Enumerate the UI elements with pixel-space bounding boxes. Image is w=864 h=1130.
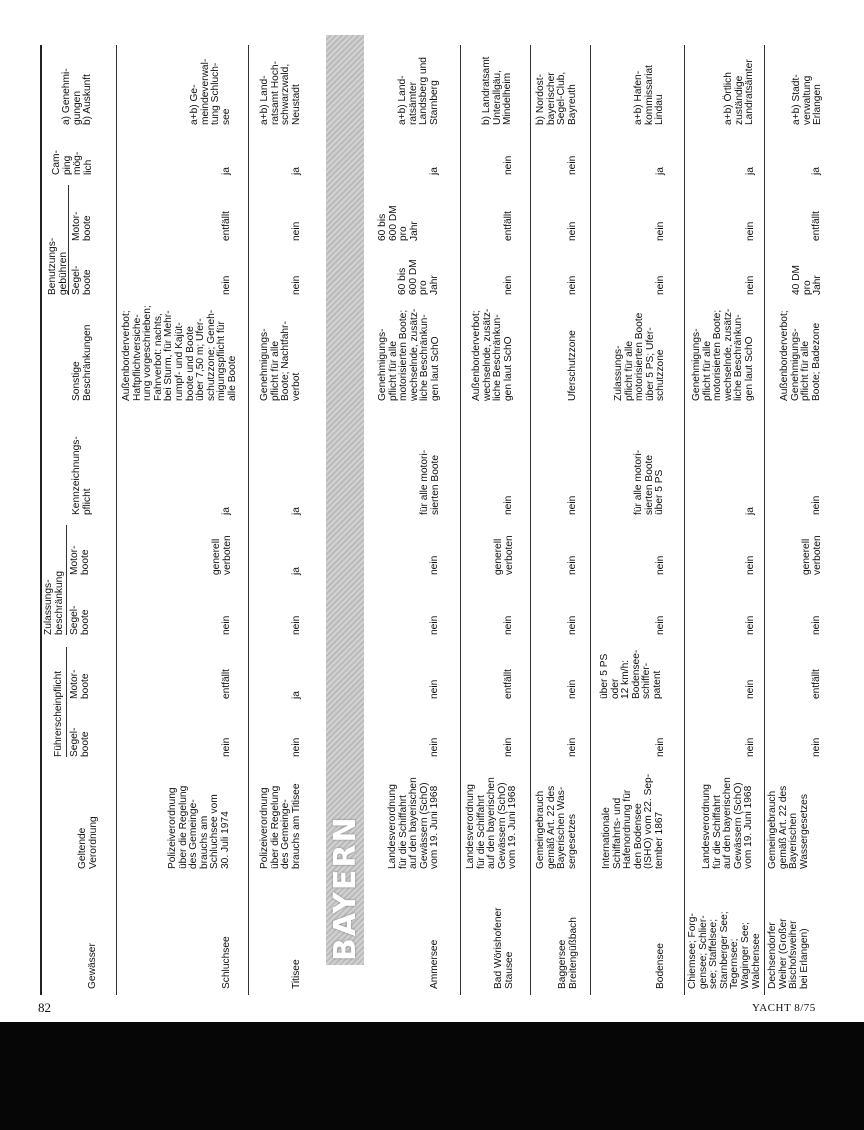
- cell-zb-segel: nein: [503, 615, 514, 635]
- table-row: [534, 35, 582, 995]
- cell-gewaesser: Bad Wörishofener Stausee: [493, 907, 515, 989]
- table-header: [32, 35, 112, 995]
- cell-verordnung: Landesverordnung für die Schiffahrt auf den bayerischen Gewässern (SchO) vom 19. Juni 1968: [465, 777, 519, 869]
- page-number: 82: [38, 1000, 51, 1015]
- cell-fs-motor: ja: [291, 691, 302, 699]
- rotated-table: [32, 35, 832, 995]
- cell-gb-motor: nein: [745, 221, 756, 241]
- table-row: [688, 35, 762, 995]
- cell-fs-segel: nein: [503, 737, 514, 757]
- cell-gb-segel: nein: [655, 275, 666, 295]
- cell-gb-motor: entfällt: [811, 210, 822, 241]
- table-row: [122, 35, 240, 995]
- cell-sonstige: Genehmigungs- pflicht für alle motorisierten Boote; wechselnde, zusätz- liche Beschränkun- gen laut SchO: [691, 308, 755, 401]
- header-zb-segelboote: Segel- boote: [69, 605, 91, 635]
- cell-fs-motor: entfällt: [503, 668, 514, 699]
- cell-zb-motor: generell verboten: [493, 535, 515, 575]
- cell-camping: nein: [567, 155, 578, 175]
- cell-sonstige: Uferschutzzone: [567, 330, 578, 401]
- cell-zb-segel: nein: [655, 615, 666, 635]
- cell-gb-segel: nein: [567, 275, 578, 295]
- cell-kennzeichnung: nein: [567, 495, 578, 515]
- cell-gewaesser: Baggersee Breitengüßbach: [557, 917, 579, 989]
- cell-kennzeichnung: ja: [291, 507, 302, 515]
- header-kennzeichnung: Kennzeichnungs- pflicht: [71, 436, 93, 515]
- cell-verordnung: Gemeingebrauch gemäß Art. 22 des Bayerischen Wassergesetzes: [767, 785, 810, 869]
- cell-gb-segel: nein: [745, 275, 756, 295]
- cell-gb-motor: entfällt: [221, 210, 232, 241]
- cell-fs-segel: nein: [221, 737, 232, 757]
- cell-sonstige: Außenborderverbot; Haftpflichtversiche- rung vorgeschrieben; Fahrverbot: nachts, bei Sturm, für Mehr- rumpf- und Kajüt- boote und Boote über 7,50 m; Ufer- schutzzone; Geneh- migungspflicht für alle Boote: [121, 305, 238, 401]
- cell-fs-segel: nein: [291, 737, 302, 757]
- cell-verordnung: Gemeingebrauch gemäß Art. 22 des Bayerischen Was- sergesetzes: [535, 785, 578, 869]
- header-zulassung: Zulassungs- beschränkung: [43, 570, 65, 635]
- cell-genehmigung: b) Landratsamt Unterallgäu, Mindelheim: [481, 56, 514, 125]
- cell-camping: ja: [811, 167, 822, 175]
- cell-camping: ja: [745, 167, 756, 175]
- cell-camping: nein: [503, 155, 514, 175]
- cell-gewaesser: Titisee: [291, 959, 302, 989]
- cell-fs-segel: nein: [655, 737, 666, 757]
- cell-gewaesser: Chiemsee; Forg- gensee; Schlier- see; Staffelsee; Starnberger See; Tegernsee; Waginger See; Walchensee: [687, 911, 762, 989]
- cell-fs-motor: entfällt: [221, 668, 232, 699]
- cell-camping: ja: [221, 167, 232, 175]
- cell-genehmigung: a+b) Land- ratsamt Hoch- schwarzwald, Neustadt: [259, 61, 302, 125]
- cell-gb-segel: nein: [291, 275, 302, 295]
- cell-fs-motor: entfällt: [811, 668, 822, 699]
- cell-zb-motor: nein: [745, 555, 756, 575]
- header-camping: Cam- ping mög- lich: [51, 150, 94, 175]
- cell-zb-segel: nein: [567, 615, 578, 635]
- section-banner-bayern: [326, 35, 364, 965]
- cell-gb-segel: 60 bis 600 DM pro Jahr: [397, 259, 440, 295]
- cell-fs-motor: nein: [429, 679, 440, 699]
- header-sonstige: Sonstige Beschränkungen: [71, 324, 93, 401]
- table-row: [594, 35, 676, 995]
- table-row: [254, 35, 320, 995]
- magazine-footer: YACHT 8/75: [752, 1002, 816, 1014]
- cell-zb-segel: nein: [221, 615, 232, 635]
- cell-verordnung: Polizeiverordnung über die Regelung des Gemeinge- brauchs am Schluchsee vom 30. Juli 1974: [167, 785, 231, 869]
- header-fs-segelboote: Segel- boote: [69, 727, 91, 757]
- cell-sonstige: Außenborderverbot; wechselnde, zusätz- liche Beschränkun- gen laut SchO: [471, 308, 514, 401]
- cell-gewaesser: Schluchsee: [221, 936, 232, 989]
- cell-fs-motor: nein: [745, 679, 756, 699]
- cell-zb-motor: generell verboten: [801, 535, 823, 575]
- cell-gewaesser: Ammersee: [429, 939, 440, 989]
- table-row: [768, 35, 828, 995]
- cell-zb-segel: nein: [745, 615, 756, 635]
- cell-fs-segel: nein: [745, 737, 756, 757]
- cell-fs-segel: nein: [811, 737, 822, 757]
- cell-kennzeichnung: für alle motori- sierten Boote über 5 PS: [633, 449, 666, 515]
- cell-camping: ja: [291, 167, 302, 175]
- table-row: [464, 35, 526, 995]
- cell-gb-motor: entfällt: [503, 210, 514, 241]
- cell-zb-motor: nein: [655, 555, 666, 575]
- header-zb-motorboote: Motor- boote: [69, 545, 91, 575]
- cell-sonstige: Außenborderverbot; Genehmigungs- pflicht für alle Boote; Badezone: [779, 310, 822, 401]
- cell-verordnung: Internationale Schiffahrts- und Hafenordnung für den Bodensee (ISHO) vom 22. Sep- tember 1867: [601, 773, 665, 869]
- cell-zb-motor: nein: [429, 555, 440, 575]
- cell-kennzeichnung: ja: [745, 507, 756, 515]
- cell-camping: ja: [429, 167, 440, 175]
- cell-verordnung: Polizeiverordnung über die Regelung des Gemeinge- brauchs am Titisee: [259, 783, 302, 869]
- cell-gewaesser: Bodensee: [655, 943, 666, 989]
- header-rule: [116, 45, 117, 995]
- header-genehmigung: a) Genehmi- gungen b) Auskunft: [61, 68, 94, 125]
- cell-gb-motor: 60 bis 600 DM pro Jahr: [377, 205, 420, 241]
- header-fs-motorboote: Motor- boote: [69, 669, 91, 699]
- cell-sonstige: Zulassungs- pflicht für alle motorisierten Boote über 5 PS; Ufer- schutzzone: [613, 312, 667, 401]
- cell-genehmigung: a+b) Land- ratsämter Landsberg und Starnberg: [397, 57, 440, 125]
- cell-zb-motor: nein: [567, 555, 578, 575]
- cell-gb-segel: nein: [503, 275, 514, 295]
- cell-gb-motor: nein: [291, 221, 302, 241]
- cell-verordnung: Landesverordnung für die Schiffahrt auf den bayerischen Gewässern (SchO) vom 19. Juni 1968: [701, 777, 755, 869]
- header-fuehrerschein: Führerscheinpflicht: [53, 670, 64, 757]
- cell-genehmigung: a+b) Stadt- verwaltung Erlangen: [791, 74, 824, 125]
- cell-fs-segel: nein: [429, 737, 440, 757]
- cell-sonstige: Genehmigungs- pflicht für alle Boote; Nachtfahr- verbot: [259, 321, 302, 401]
- cell-gb-segel: nein: [221, 275, 232, 295]
- cell-gb-segel: 40 DM pro Jahr: [791, 264, 824, 295]
- cell-gewaesser: Dechsendorfer Weiher (Großer Bischofsweiher bei Erlangen): [767, 918, 810, 989]
- cell-sonstige: Genehmigungs- pflicht für alle motorisierten Boote; wechselnde, zusätz- liche Beschränkun- gen laut SchO: [377, 308, 441, 401]
- cell-camping: ja: [655, 167, 666, 175]
- cell-genehmigung: a+b) Ge- meindeverwal- tung Schluch- see: [189, 58, 232, 125]
- cell-zb-motor: generell verboten: [211, 535, 233, 575]
- cell-zb-segel: nein: [429, 615, 440, 635]
- cell-fs-motor: über 5 PS oder 12 km/h: Bodensee- schiffer- patent: [599, 649, 663, 699]
- cell-kennzeichnung: nein: [503, 495, 514, 515]
- scan-bottom-band: [0, 1022, 864, 1130]
- cell-kennzeichnung: für alle motori- sierten Boote: [419, 449, 441, 515]
- cell-zb-segel: nein: [291, 615, 302, 635]
- header-gb-segelboote: Segel- boote: [71, 265, 93, 295]
- section-label: BAYERN: [328, 815, 363, 961]
- cell-verordnung: Landesverordnung für die Schiffahrt auf den bayerischen Gewässern (SchO) vom 19. Juni 1968: [387, 777, 441, 869]
- cell-genehmigung: a+b) Örtlich zuständige Landratsämter: [723, 59, 756, 125]
- header-benutzung: Benutzungs- gebühren: [47, 237, 69, 295]
- cell-genehmigung: a+b) Hafen- kommissariat Lindau: [633, 64, 666, 125]
- header-verordnung: Geltende Verordnung: [77, 816, 99, 869]
- cell-zb-segel: nein: [811, 615, 822, 635]
- cell-gb-motor: nein: [567, 221, 578, 241]
- table-row: [370, 35, 454, 995]
- header-gewaesser: Gewässer: [87, 943, 98, 989]
- cell-genehmigung: b) Nordost- bayerischer Segel-Club, Bayreuth: [535, 71, 578, 125]
- cell-kennzeichnung: ja: [221, 507, 232, 515]
- cell-fs-motor: nein: [567, 679, 578, 699]
- cell-zb-motor: ja: [291, 567, 302, 575]
- cell-gb-motor: nein: [655, 221, 666, 241]
- cell-kennzeichnung: nein: [811, 495, 822, 515]
- cell-fs-segel: nein: [567, 737, 578, 757]
- header-gb-motorboote: Motor- boote: [71, 211, 93, 241]
